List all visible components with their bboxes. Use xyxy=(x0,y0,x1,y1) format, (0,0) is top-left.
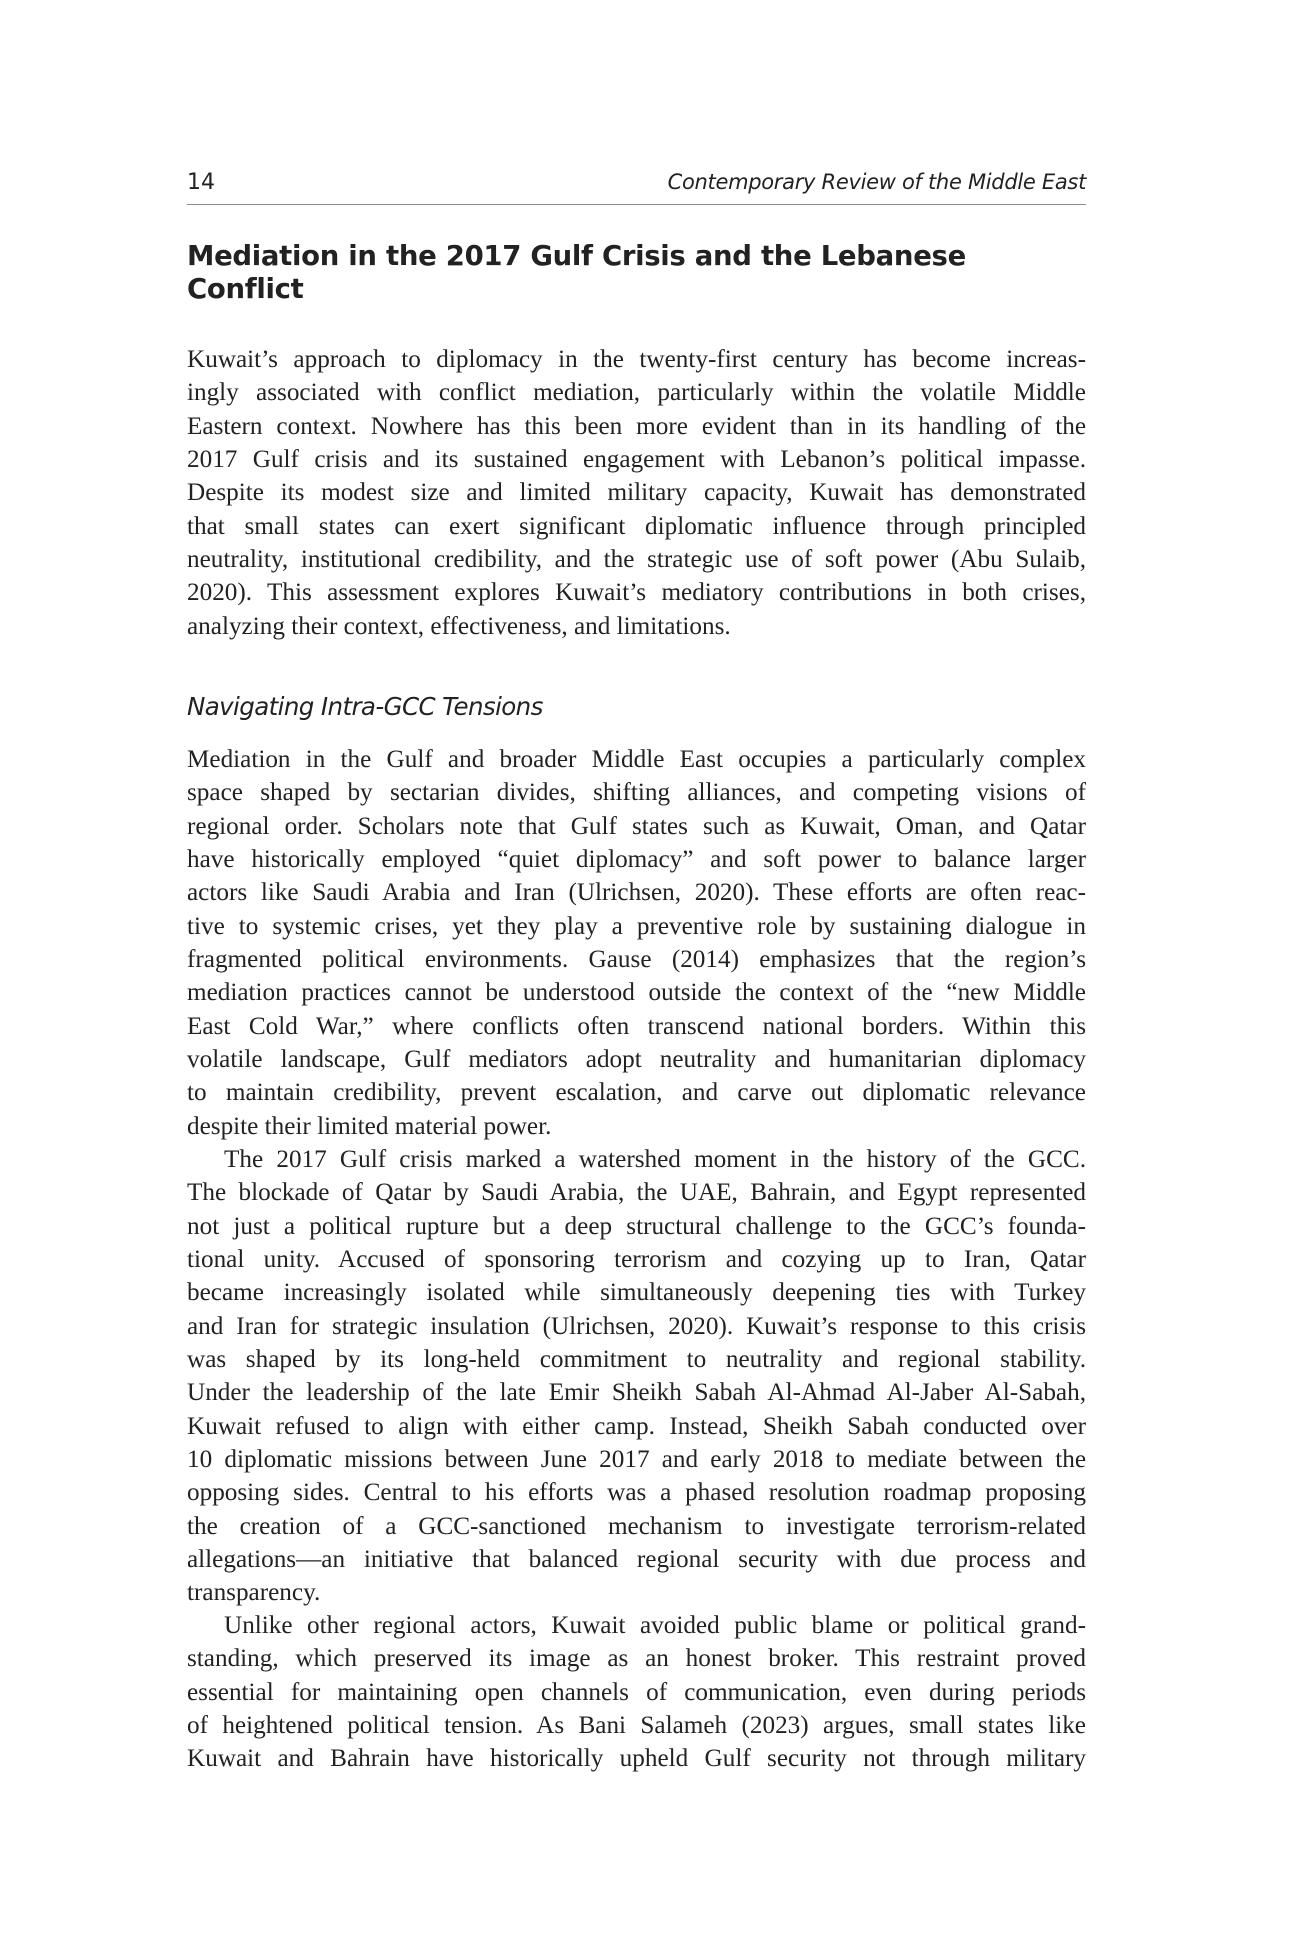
text-line: 2017 Gulf crisis and its sustained engagement with Lebanon’s political impasse. xyxy=(187,446,1086,474)
text-line: tional unity. Accused of sponsoring terrorism and cozying up to Iran, Qatar xyxy=(187,1246,1086,1274)
body-paragraph xyxy=(187,1143,1086,1610)
text-line: of heightened political tension. As Bani Salameh (2023) argues, small states like xyxy=(187,1712,1086,1740)
text-line: Despite its modest size and limited military capacity, Kuwait has demonstrated xyxy=(187,479,1086,507)
subsection-heading: Navigating Intra-GCC Tensions xyxy=(187,692,543,721)
text-line: mediation practices cannot be understood outside the context of the “new Middle xyxy=(187,979,1086,1007)
text-line: Kuwait’s approach to diplomacy in the twenty-first century has become increas- xyxy=(187,346,1086,373)
text-line: essential for maintaining open channels of communication, even during periods xyxy=(187,1678,1086,1706)
text-line: allegations—an initiative that balanced regional security with due process and xyxy=(187,1546,1086,1574)
text-line: transparency. xyxy=(187,1579,321,1607)
text-line: 10 diplomatic missions between June 2017 and early 2018 to mediate between the xyxy=(187,1446,1086,1474)
text-line: East Cold War,” where conflicts often transcend national borders. Within this xyxy=(187,1012,1086,1040)
section-heading xyxy=(187,238,1086,305)
text-line: have historically employed “quiet diplomacy” and soft power to balance larger xyxy=(187,846,1086,874)
section-heading-line: Mediation in the 2017 Gulf Crisis and the Lebanese xyxy=(187,240,966,272)
text-line: Eastern context. Nowhere has this been more evident than in its handling of the xyxy=(187,412,1086,440)
text-line: analyzing their context, effectiveness, and limitations. xyxy=(187,612,731,640)
text-line: Kuwait and Bahrain have historically upheld Gulf security not through military xyxy=(187,1745,1086,1773)
text-line: opposing sides. Central to his efforts was a phased resolution roadmap proposing xyxy=(187,1479,1086,1507)
text-line: 2020). This assessment explores Kuwait’s mediatory contributions in both crises, xyxy=(187,579,1086,607)
text-line: tive to systemic crises, yet they play a preventive role by sustaining dialogue in xyxy=(187,912,1086,940)
text-line: fragmented political environments. Gause (2014) emphasizes that the region’s xyxy=(187,946,1086,974)
text-line: not just a political rupture but a deep structural challenge to the GCC’s founda- xyxy=(187,1212,1086,1240)
text-line: volatile landscape, Gulf mediators adopt neutrality and humanitarian diplomacy xyxy=(187,1046,1086,1074)
body-paragraph xyxy=(187,1609,1086,1776)
text-line: Kuwait refused to align with either camp. Instead, Sheikh Sabah conducted over xyxy=(187,1412,1086,1440)
text-line: that small states can exert significant diplomatic influence through principled xyxy=(187,512,1086,540)
text-line: became increasingly isolated while simultaneously deepening ties with Turkey xyxy=(187,1279,1086,1307)
journal-title: Contemporary Review of the Middle East xyxy=(667,170,1086,194)
text-line: to maintain credibility, prevent escalation, and carve out diplomatic relevance xyxy=(187,1079,1086,1107)
intro-paragraph xyxy=(187,343,1086,643)
text-line: the creation of a GCC-sanctioned mechanism to investigate terrorism-related xyxy=(187,1512,1086,1540)
text-line: neutrality, institutional credibility, and the strategic use of soft power (Abu Sulaib, xyxy=(187,546,1086,574)
text-line: Under the leadership of the late Emir Sheikh Sabah Al-Ahmad Al-Jaber Al-Sabah, xyxy=(187,1379,1086,1407)
text-line: despite their limited material power. xyxy=(187,1112,552,1140)
running-head xyxy=(187,168,1086,205)
text-line: The blockade of Qatar by Saudi Arabia, the UAE, Bahrain, and Egypt represented xyxy=(187,1179,1086,1207)
text-line: ingly associated with conflict mediation, particularly within the volatile Middle xyxy=(187,379,1086,407)
section-heading-line: Conflict xyxy=(187,273,304,306)
text-line: Unlike other regional actors, Kuwait avoided public blame or political grand- xyxy=(224,1612,1086,1639)
text-line: Mediation in the Gulf and broader Middle East occupies a particularly complex xyxy=(187,746,1086,773)
text-line: was shaped by its long-held commitment to neutrality and regional stability. xyxy=(187,1346,1086,1374)
text-line: standing, which preserved its image as an honest broker. This restraint proved xyxy=(187,1645,1086,1673)
body-paragraph xyxy=(187,743,1086,1143)
text-line: and Iran for strategic insulation (Ulrichsen, 2020). Kuwait’s response to this crisis xyxy=(187,1312,1086,1340)
text-line: space shaped by sectarian divides, shifting alliances, and competing visions of xyxy=(187,779,1086,807)
text-line: The 2017 Gulf crisis marked a watershed moment in the history of the GCC. xyxy=(224,1146,1086,1173)
text-line: regional order. Scholars note that Gulf states such as Kuwait, Oman, and Qatar xyxy=(187,812,1086,840)
text-line: actors like Saudi Arabia and Iran (Ulrichsen, 2020). These efforts are often reac- xyxy=(187,879,1086,907)
page-number: 14 xyxy=(187,170,215,195)
